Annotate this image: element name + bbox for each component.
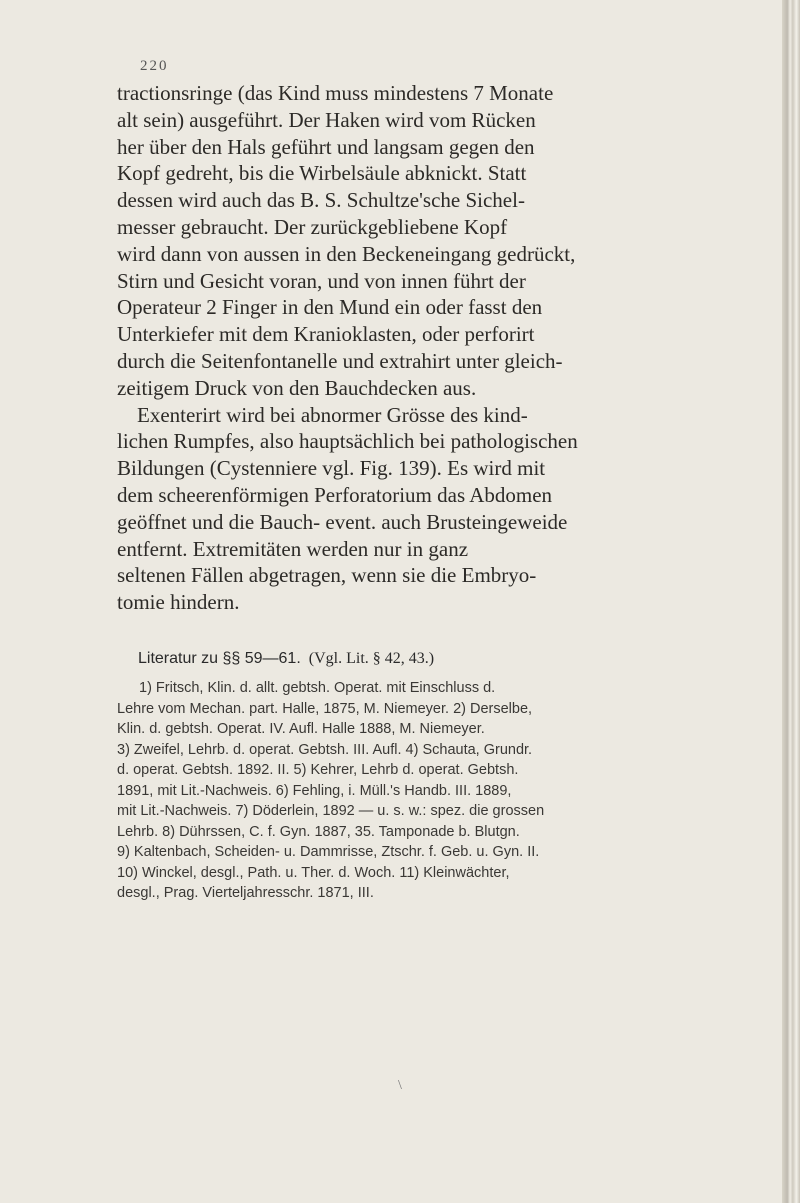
body-line: geöffnet und die Bauch- event. auch Brusteingeweide xyxy=(117,509,568,534)
reference-line: Klin. d. gebtsh. Operat. IV. Aufl. Halle 1888, M. Niemeyer. xyxy=(117,721,485,737)
body-line: lichen Rumpfes, also hauptsächlich bei pathologischen xyxy=(117,429,578,454)
body-line: seltenen Fällen abgetragen, wenn sie die Embryo- xyxy=(117,563,537,588)
body-line: tomie hindern. xyxy=(117,590,240,615)
book-page-edge xyxy=(782,0,800,1203)
reference-list xyxy=(117,678,707,904)
body-line: Unterkiefer mit dem Kranioklasten, oder perforirt xyxy=(117,322,535,347)
body-line: dessen wird auch das B. S. Schultze'sche Sichel- xyxy=(117,188,525,213)
reference-line: 10) Winckel, desgl., Path. u. Ther. d. Woch. 11) Kleinwächter, xyxy=(117,864,510,881)
reference-line: Lehre vom Mechan. part. Halle, 1875, M. Niemeyer. 2) Derselbe, xyxy=(117,700,533,717)
body-line: Kopf gedreht, bis die Wirbelsäule abknickt. Statt xyxy=(117,161,527,186)
page-number: 220 xyxy=(140,58,169,74)
reference-line: 3) Zweifel, Lehrb. d. operat. Gebtsh. III. Aufl. 4) Schauta, Grundr. xyxy=(117,741,533,758)
body-line: Exenterirt wird bei abnormer Grösse des kind- xyxy=(137,402,528,427)
stray-mark: \ xyxy=(398,1078,402,1093)
reference-line: Lehrb. 8) Dührssen, C. f. Gyn. 1887, 35. Tamponade b. Blutgn. xyxy=(117,823,520,840)
reference-line: d. operat. Gebtsh. 1892. II. 5) Kehrer, Lehrb d. operat. Gebtsh. xyxy=(117,762,519,778)
body-line: Operateur 2 Finger in den Mund ein oder fasst den xyxy=(117,295,543,320)
reference-line: desgl., Prag. Vierteljahresschr. 1871, III. xyxy=(117,885,374,901)
body-line: Stirn und Gesicht voran, und von innen führt der xyxy=(117,268,526,293)
body-line: alt sein) ausgeführt. Der Haken wird vom Rücken xyxy=(117,107,536,132)
reference-line: 1891, mit Lit.-Nachweis. 6) Fehling, i. Müll.'s Handb. III. 1889, xyxy=(117,782,512,799)
reference-line: 1) Fritsch, Klin. d. allt. gebtsh. Operat. mit Einschluss d. xyxy=(139,680,496,696)
literature-heading xyxy=(138,650,434,668)
body-line: messer gebraucht. Der zurückgebliebene Kopf xyxy=(117,214,508,239)
literature-heading-title: Literatur zu §§ 59—61. xyxy=(138,650,301,667)
reference-line: mit Lit.-Nachweis. 7) Döderlein, 1892 — u. s. w.: spez. die grossen xyxy=(117,803,545,819)
body-line: dem scheerenförmigen Perforatorium das Abdomen xyxy=(117,482,553,507)
body-line: durch die Seitenfontanelle und extrahirt unter gleich- xyxy=(117,348,563,373)
body-text xyxy=(117,80,705,616)
body-line: Bildungen (Cystenniere vgl. Fig. 139). Es wird mit xyxy=(117,456,546,481)
literature-heading-ref: (Vgl. Lit. § 42, 43.) xyxy=(308,650,435,667)
body-line: zeitigem Druck von den Bauchdecken aus. xyxy=(117,375,477,400)
body-line: her über den Hals geführt und langsam gegen den xyxy=(117,134,535,159)
body-line: wird dann von aussen in den Beckeneingang gedrückt, xyxy=(117,241,576,266)
body-line: tractionsringe (das Kind muss mindestens 7 Monate xyxy=(117,81,554,105)
reference-line: 9) Kaltenbach, Scheiden- u. Dammrisse, Ztschr. f. Geb. u. Gyn. II. xyxy=(117,844,540,860)
body-line: entfernt. Extremitäten werden nur in ganz xyxy=(117,536,469,561)
